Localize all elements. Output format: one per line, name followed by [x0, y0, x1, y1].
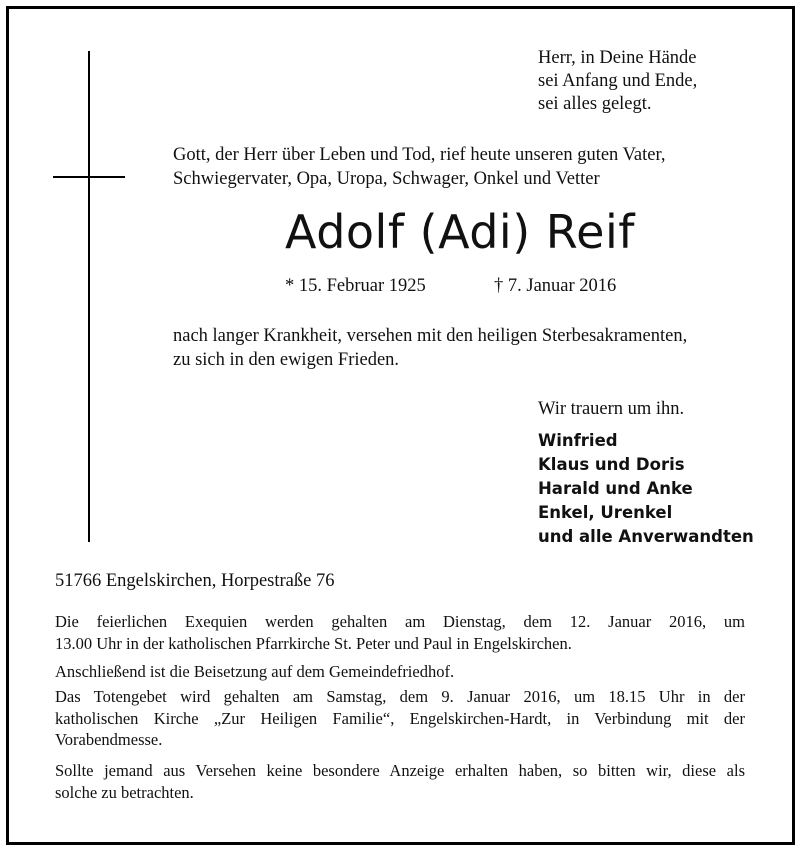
funeral-mass-paragraph: [55, 611, 745, 654]
passing-line: zu sich in den ewigen Frieden.: [173, 350, 400, 370]
verse-line: sei alles gelegt.: [538, 94, 652, 114]
prayer-paragraph: [55, 686, 745, 751]
intro-line: Gott, der Herr über Leben und Tod, rief heute unseren guten Vater,: [173, 145, 666, 165]
deceased-name: Adolf (Adi) Reif: [285, 205, 635, 259]
cross-icon-vertical: [88, 51, 90, 542]
intro-text: [173, 143, 753, 191]
mourner-name: und alle Anverwandten: [538, 527, 754, 546]
mourning-heading: Wir trauern um ihn.: [538, 399, 685, 419]
birth-date: * 15. Februar 1925: [285, 276, 426, 296]
verse: [538, 47, 697, 116]
notice-paragraph: [55, 760, 745, 803]
verse-line: sei Anfang und Ende,: [538, 71, 698, 91]
mourner-name: Enkel, Urenkel: [538, 503, 673, 522]
paragraph-line: 13.00 Uhr in der katholischen Pfarrkirche St. Peter und Paul in Engelskirchen.: [55, 633, 572, 653]
address: 51766 Engelskirchen, Horpestraße 76: [55, 571, 335, 591]
cross-icon-horizontal: [53, 176, 125, 178]
mourner-name: Winfried: [538, 431, 618, 450]
paragraph-line: katholischen Kirche „Zur Heiligen Familie“, Engelskirchen-Hardt, in Verbindung mit der: [55, 708, 745, 728]
paragraph-line: Die feierlichen Exequien werden gehalten am Dienstag, dem 12. Januar 2016, um: [55, 612, 745, 631]
death-date: † 7. Januar 2016: [494, 276, 617, 296]
paragraph-line: solche zu betrachten.: [55, 782, 194, 802]
paragraph-line: Sollte jemand aus Versehen keine besondere Anzeige erhalten haben, so bitten wir, diese als: [55, 761, 745, 780]
paragraph-line: Vorabendmesse.: [55, 730, 163, 749]
passing-line: nach langer Krankheit, versehen mit den heiligen Sterbesakramenten,: [173, 326, 688, 346]
mourners-list: [538, 429, 754, 549]
mourner-name: Klaus und Doris: [538, 455, 685, 474]
mourner-name: Harald und Anke: [538, 479, 693, 498]
paragraph-line: Anschließend ist die Beisetzung auf dem Gemeindefriedhof.: [55, 662, 455, 681]
intro-line: Schwiegervater, Opa, Uropa, Schwager, Onkel und Vetter: [173, 169, 600, 189]
verse-line: Herr, in Deine Hände: [538, 48, 697, 68]
passing-text: [173, 324, 687, 372]
burial-paragraph: [55, 661, 745, 683]
paragraph-line: Das Totengebet wird gehalten am Samstag, dem 9. Januar 2016, um 18.15 Uhr in der: [55, 687, 745, 706]
